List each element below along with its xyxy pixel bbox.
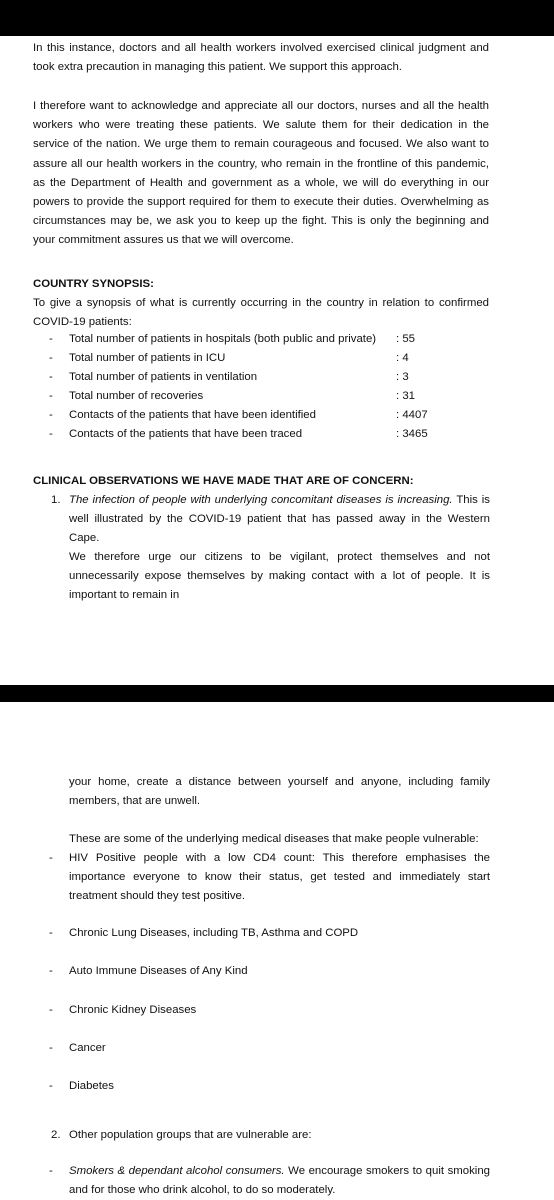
bullet-dash: - (49, 965, 53, 977)
bullet-dash: - (49, 927, 53, 939)
disease-item (0, 1077, 554, 1096)
bullet-dash: - (49, 852, 53, 864)
disease-item (0, 962, 554, 981)
smokers-italic: Smokers & dependant alcohol consumers. (69, 1165, 285, 1177)
item-1-text (69, 491, 490, 549)
disease-text: Auto Immune Diseases of Any Kind (69, 965, 248, 977)
disease-item (0, 1039, 554, 1058)
disease-item: HIV Positive people with a low CD4 count: This therefore emphasises the importance everyone to know their status, get tested and immediately start treatment should they test positive. (69, 852, 490, 903)
statistic-value: : 3465 (396, 428, 428, 440)
top-black-bar (0, 0, 554, 36)
bullet-dash: - (49, 1042, 53, 1054)
statistic-row (0, 330, 554, 349)
clinical-observations-heading: CLINICAL OBSERVATIONS WE HAVE MADE THAT ARE OF CONCERN: (33, 475, 414, 487)
statistic-label: Total number of patients in hospitals (both public and private) (69, 333, 377, 345)
disease-item (0, 924, 554, 943)
country-synopsis-heading: COUNTRY SYNOPSIS: (33, 278, 154, 290)
disease-item (0, 1001, 554, 1020)
statistic-value: : 4407 (396, 409, 428, 421)
statistic-row (0, 349, 554, 368)
statistic-row (0, 425, 554, 444)
paragraph-acknowledgement: I therefore want to acknowledge and appreciate all our doctors, nurses and all the health workers who were treating these patients. We salute them for their dedication in the service of the nation. We urge them to remain courageous and focused. We also want to assure all our health workers in the country, who remain in the frontline of this pandemic, as the Department of Health and government as a whole, we will do everything in our powers to provide the support required for them to execute their duties. Overwhelming as circumstances may be, we ask you to keep up the fight. This is only the beginning and your commitment assures us that we will overcome. (33, 100, 489, 247)
smokers-rest: We encourage smokers to quit smoking and for those who drink alcohol, to do so moderately. (69, 1165, 490, 1197)
numbered-item-2 (0, 1126, 554, 1145)
item-number: 1. (51, 494, 61, 506)
paragraph-precaution: In this instance, doctors and all health workers involved exercised clinical judgment and took extra precaution in managing this patient. We support this approach. (33, 42, 489, 74)
bullet-dash: - (49, 428, 53, 440)
disease-text: Diabetes (69, 1080, 114, 1092)
synopsis-intro: To give a synopsis of what is currently occurring in the country in relation to confirmed COVID-19 patients: (33, 297, 489, 329)
disease-text: Cancer (69, 1042, 106, 1054)
statistic-row (0, 368, 554, 387)
item-number: 2. (51, 1129, 61, 1141)
item-1-rest: This is well illustrated by the COVID-19 patient that has passed away in the Western Cape. (69, 494, 490, 545)
bullet-dash: - (49, 409, 53, 421)
statistic-label: Contacts of the patients that have been traced (69, 428, 303, 440)
continuation-paragraph: your home, create a distance between yourself and anyone, including family members, that are unwell. (69, 776, 490, 808)
bullet-dash: - (49, 1165, 53, 1177)
statistic-value: : 3 (396, 371, 409, 383)
bullet-dash: - (49, 390, 53, 402)
statistic-row (0, 406, 554, 425)
statistic-value: : 4 (396, 352, 409, 364)
disease-text: Chronic Kidney Diseases (69, 1004, 197, 1016)
statistic-value: : 55 (396, 333, 415, 345)
diseases-intro: These are some of the underlying medical diseases that make people vulnerable: (69, 833, 479, 845)
smokers-item (69, 1162, 490, 1200)
bullet-dash: - (49, 371, 53, 383)
statistic-row (0, 387, 554, 406)
bullet-dash: - (49, 352, 53, 364)
item-1-paragraph-2: We therefore urge our citizens to be vigilant, protect themselves and not unnecessarily expose themselves by making contact with a lot of people. It is important to remain in (69, 551, 490, 602)
statistic-label: Total number of recoveries (69, 390, 204, 402)
statistic-label: Total number of patients in ventilation (69, 371, 258, 383)
statistic-value: : 31 (396, 390, 415, 402)
bullet-dash: - (49, 1004, 53, 1016)
statistic-label: Total number of patients in ICU (69, 352, 226, 364)
item-2-text: Other population groups that are vulnerable are: (69, 1129, 312, 1141)
disease-text: Chronic Lung Diseases, including TB, Asthma and COPD (69, 927, 359, 939)
bullet-dash: - (49, 333, 53, 345)
bullet-dash: - (49, 1080, 53, 1092)
page-divider-bar (0, 685, 554, 702)
statistic-label: Contacts of the patients that have been identified (69, 409, 316, 421)
item-1-italic: The infection of people with underlying concomitant diseases is increasing. (69, 494, 453, 506)
